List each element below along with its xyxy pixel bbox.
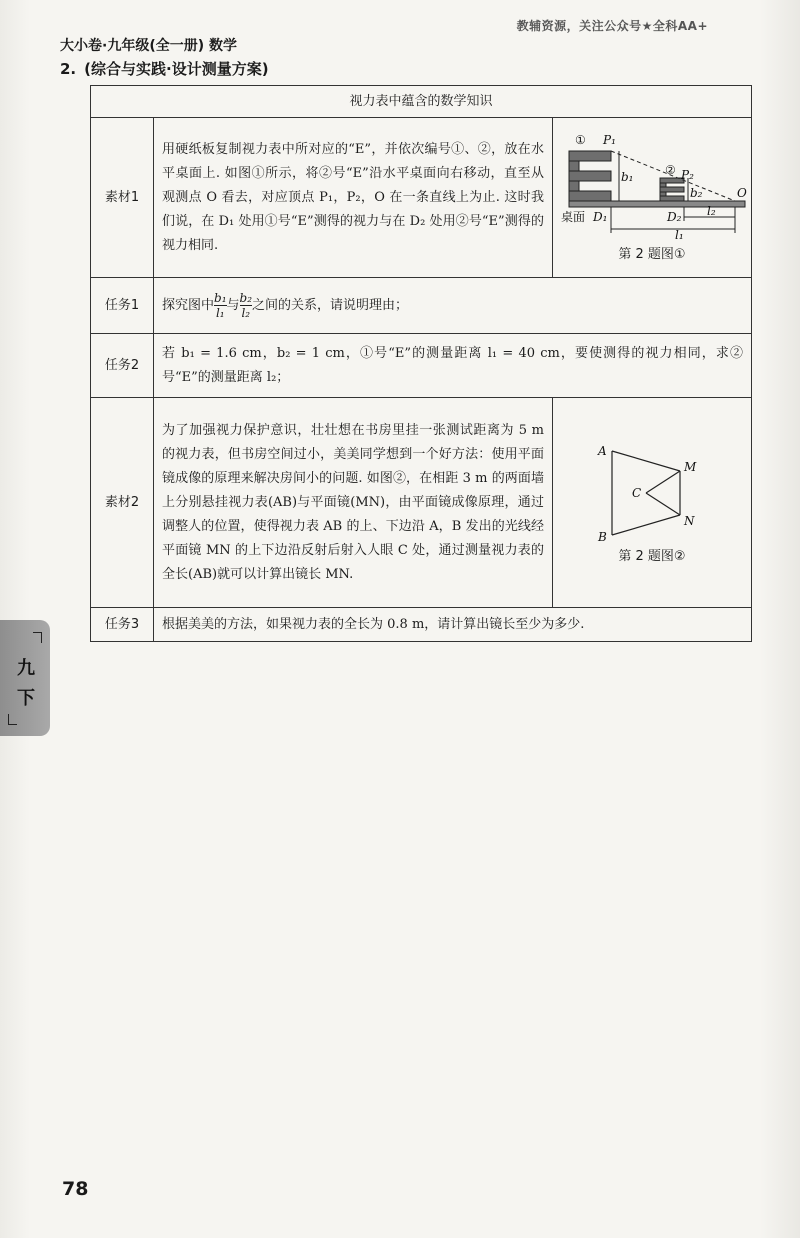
chapter-side-tab	[0, 620, 50, 736]
l2-label: l₂	[707, 203, 716, 218]
point-b-label: B	[598, 529, 607, 543]
p2-label: P₂	[681, 167, 694, 182]
question-heading	[60, 58, 269, 79]
d2-label: D₂	[667, 209, 682, 224]
point-m-label: M	[684, 459, 697, 474]
task1-text-after: 之间的关系，请说明理由；	[252, 298, 409, 313]
e-card-1	[569, 151, 611, 201]
frac1-denominator: l₁	[215, 306, 225, 320]
point-a-label: A	[598, 443, 607, 458]
page-number: 78	[62, 1178, 89, 1200]
table-row	[91, 608, 752, 642]
task1-text-mid: 与	[226, 298, 240, 313]
table-heading-row	[91, 86, 752, 118]
row-label: 任务2	[91, 334, 154, 398]
table-row	[91, 278, 752, 334]
figure1-caption: 第 2 题图①	[618, 246, 686, 262]
figure2-diagram	[592, 443, 712, 543]
segment-nc	[646, 493, 680, 515]
segment-bn	[612, 515, 680, 535]
point-c-label: C	[632, 485, 642, 500]
task3-text: 根据美美的方法，如果视力表的全长为 0.8 m，请计算出镜长至少为多少.	[154, 608, 752, 642]
row-label: 素材2	[91, 398, 154, 608]
b2-label: b₂	[690, 185, 703, 200]
book-title: 大小卷·九年级(全一册) 数学	[60, 38, 237, 54]
tab-bracket-top	[33, 632, 42, 643]
l1-label: l₁	[675, 227, 684, 241]
task2-text: 若 b₁ = 1.6 cm，b₂ = 1 cm，①号“E”的测量距离 l₁ = 40 cm，要使测得的视力相同，求②号“E”的测量距离 l₂；	[154, 334, 752, 398]
b1-label: b₁	[621, 169, 634, 184]
table-heading: 视力表中蕴含的数学知识	[91, 86, 752, 118]
figure2-caption: 第 2 题图②	[618, 548, 686, 564]
tab-char-2: 下	[17, 688, 35, 709]
o-label: O	[737, 185, 747, 200]
problem-table	[90, 85, 752, 642]
desk-surface	[569, 201, 745, 207]
material2-text: 为了加强视力保护意识，壮壮想在书房里挂一张测试距离为 5 m 的视力表，但书房空间过小，美美同学想到一个好方法：使用平面镜成像的原理来解决房间小的问题. 如图②，在相距 3 m 的两面墙上分别悬挂视力表(AB)与平面镜(MN)，由平面镜成像原理，通过调整人的位置，使得视力表 AB 的上、下边沿 A，B 发出的光线经平面镜 MN 的上下边沿反射后射入人眼 C 处，通过测量视力表的全长(AB)就可以计算出镜长 MN.	[154, 398, 553, 608]
point-n-label: N	[684, 513, 695, 528]
row-label: 任务3	[91, 608, 154, 642]
tab-bracket-bottom	[8, 714, 17, 725]
material1-text: 用硬纸板复制视力表中所对应的“E”，并依次编号①、②，放在水平桌面上. 如图①所示，将②号“E”沿水平桌面向右移动，直至从观测点 O 看去，对应顶点 P₁，P₂，O 在一条直线上为止. 这时我们说，在 D₁ 处用①号“E”测得的视力与在 D₂ 处用②号“E”测得的视力相同.	[154, 118, 553, 278]
figure1-cell	[553, 118, 752, 278]
tab-char-1: 九	[17, 658, 35, 679]
question-number: 2.	[60, 60, 77, 78]
task1-text-before: 探究图中	[162, 298, 215, 313]
table-row	[91, 334, 752, 398]
circle1-label: ①	[575, 132, 586, 147]
circle2-label: ②	[665, 162, 676, 177]
row-label: 任务1	[91, 278, 154, 334]
table-row	[91, 398, 752, 608]
d1-label: D₁	[593, 209, 608, 224]
segment-am	[612, 451, 680, 471]
segment-mc	[646, 471, 680, 493]
row-label: 素材1	[91, 118, 154, 278]
figure2-cell	[553, 398, 752, 608]
table-row	[91, 118, 752, 278]
frac2-numerator: b₂	[239, 291, 253, 305]
frac2-denominator: l₂	[241, 306, 251, 320]
figure1-diagram	[557, 131, 747, 241]
frac1-numerator: b₁	[214, 291, 227, 305]
question-title: (综合与实践·设计测量方案)	[84, 60, 269, 78]
fraction-b1-l1	[214, 291, 227, 320]
p1-label: P₁	[603, 132, 616, 147]
desk-label: 桌面	[561, 209, 586, 224]
watermark-text: 教辅资源，关注公众号★全科AA+	[516, 19, 708, 33]
task1-text	[154, 278, 752, 334]
fraction-b2-l2	[240, 291, 253, 320]
